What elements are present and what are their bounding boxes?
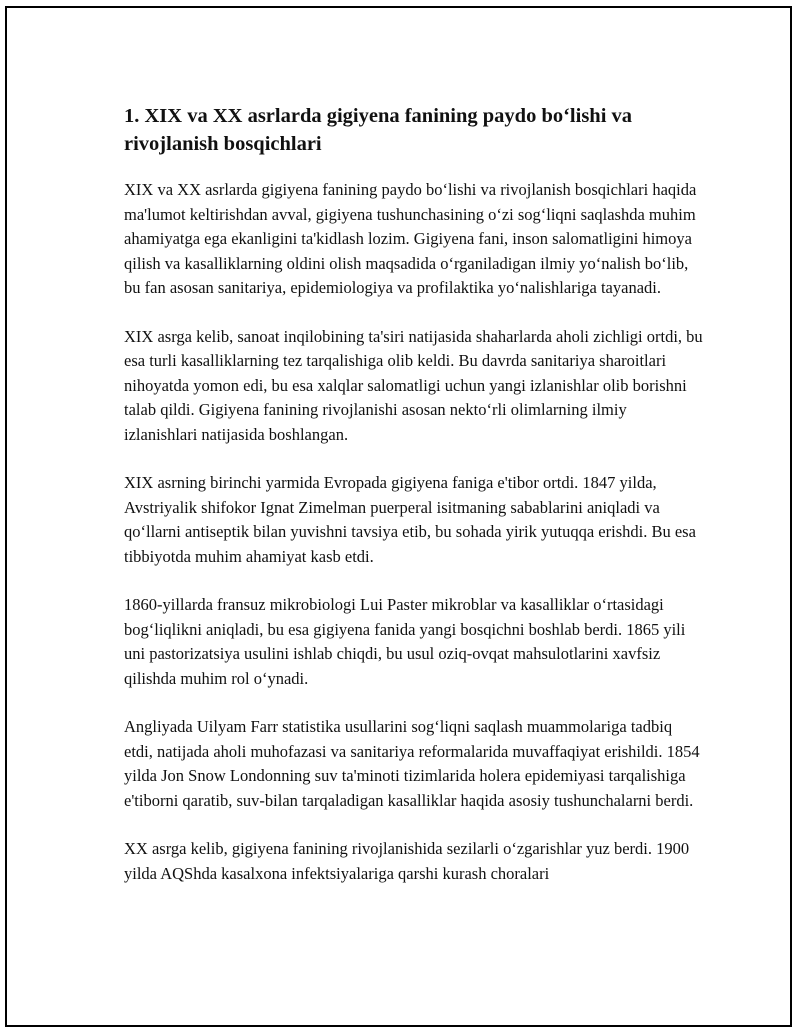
paragraph-6: XX asrga kelib, gigiyena fanining rivojlanishida sezilarli o‘zgarishlar yuz berdi. 1900 yilda AQShda kasalxona infektsiyalariga qarshi kurash choralari [124,839,690,883]
section-heading: 1. XIX va XX asrlarda gigiyena fanining paydo bo‘lishi va rivojlanish bosqichlari [124,105,633,155]
paragraph-3: XIX asrning birinchi yarmida Evropada gigiyena faniga e'tibor ortdi. 1847 yilda, Avstriyalik shifokor Ignat Zimelman puerperal isitmaning sabablarini aniqladi va qo‘llarni antiseptik bilan yuvishni tavsiya etib, bu sohada yirik yutuqqa erishdi. Bu esa tibbiyotda muhim ahamiyat kasb etdi. [124,473,696,566]
paragraph-2: XIX asrga kelib, sanoat inqilobining ta'siri natijasida shaharlarda aholi zichligi ortdi, bu esa turli kasalliklarning tez tarqalishiga olib keldi. Bu davrda sanitariya sharoitlari nihoyatda yomon edi, bu esa xalqlar salomatligi uchun yangi izlanishlar olib borishni talab qildi. Gigiyena fanining rivojlanishi asosan nekto‘rli olimlarning ilmiy izlanishlari natijasida boshlangan. [124,326,703,444]
paragraph-1: XIX va XX asrlarda gigiyena fanining paydo bo‘lishi va rivojlanish bosqichlari haqida ma'lumot keltirishdan avval, gigiyena tushunchasining o‘zi sog‘liqni saqlashda muhim ahamiyatga ega ekanligini ta'kidlash lozim. Gigiyena fani, inson salomatligini himoya qilish va kasalliklarning oldini olish maqsadida o‘rganiladigan ilmiy yo‘nalish bo‘lib, bu fan asosan sanitariya, epidemiologiya va profilaktika yo‘nalishlariga tayanadi. [124,180,697,297]
document-body [124,102,704,910]
page-frame [5,6,792,1027]
paragraph-5: Angliyada Uilyam Farr statistika usullarini sog‘liqni saqlash muammolariga tadbiq etdi, natijada aholi muhofazasi va sanitariya reformalarida muvaffaqiyat erishildi. 1854 yilda Jon Snow Londonning suv ta'minoti tizimlarida holera epidemiyasi tarqalishiga e'tiborni qaratib, suv-bilan tarqaladigan kasalliklar haqida asosiy tushunchalarni berdi. [124,717,700,810]
paragraph-4: 1860-yillarda fransuz mikrobiologi Lui Paster mikroblar va kasalliklar o‘rtasidagi bog‘liqlikni aniqladi, bu esa gigiyena fanida yangi bosqichni boshlab berdi. 1865 yili uni pastorizatsiya usulini ishlab chiqdi, bu usul oziq-ovqat mahsulotlarini xavfsiz qilishda muhim rol o‘ynadi. [124,595,686,688]
